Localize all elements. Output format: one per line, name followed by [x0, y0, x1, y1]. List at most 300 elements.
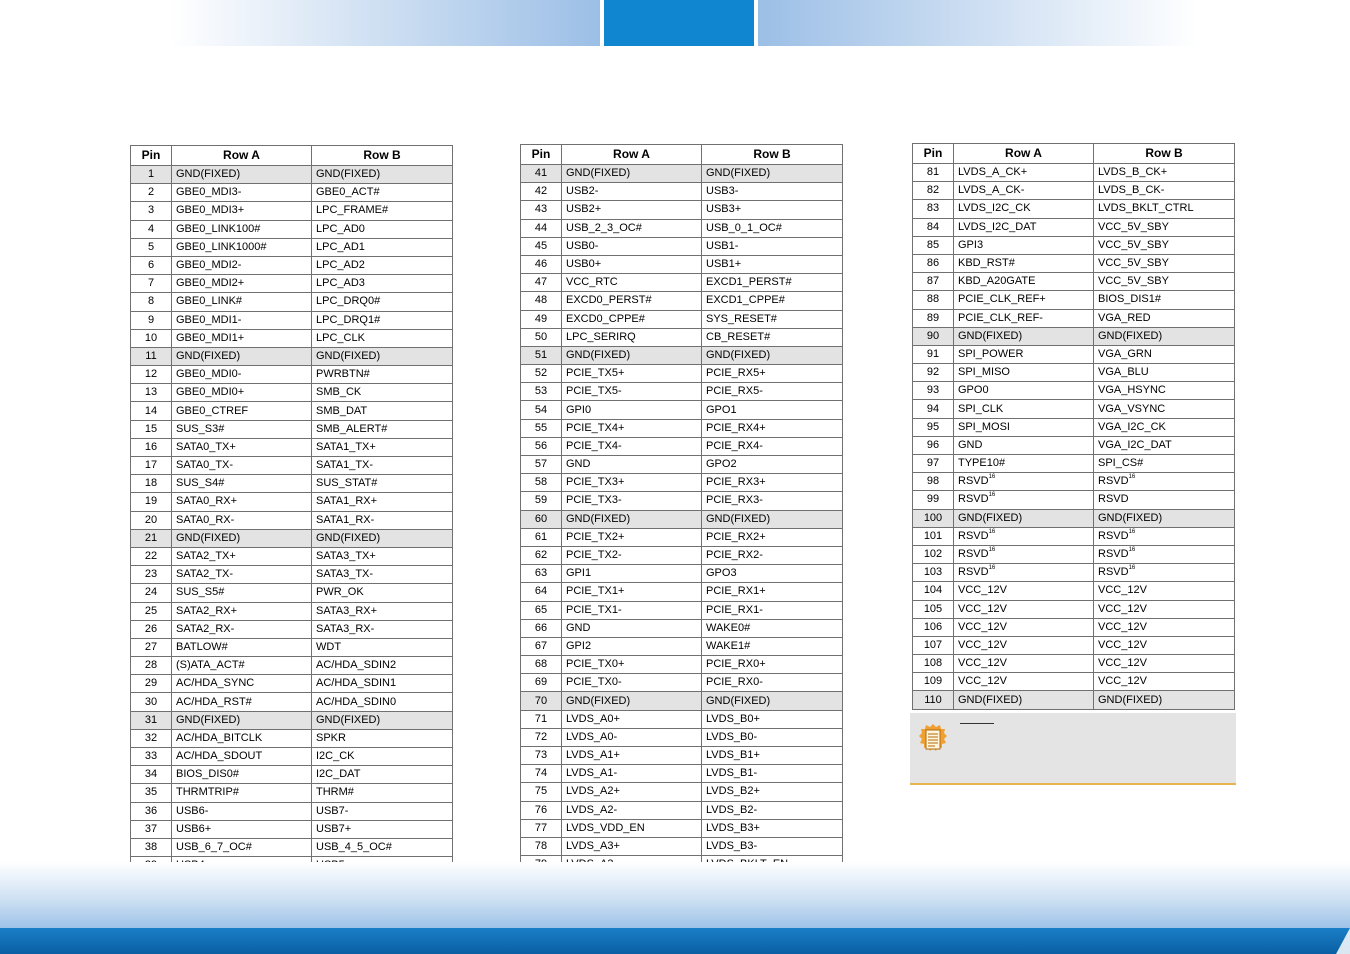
pin-number: 58 — [521, 474, 562, 492]
row-b-signal: LPC_CLK — [312, 329, 453, 347]
col-pin: Pin — [521, 145, 562, 165]
col-row-a: Row A — [562, 145, 702, 165]
row-a-signal: GND(FIXED) — [172, 529, 312, 547]
pin-number: 78 — [521, 837, 562, 855]
row-a-signal: AC/HDA_SYNC — [172, 675, 312, 693]
row-b-signal: WAKE1# — [702, 637, 843, 655]
pin-number: 61 — [521, 528, 562, 546]
row-a-signal: GND(FIXED) — [172, 711, 312, 729]
row-b-signal: GND(FIXED) — [312, 711, 453, 729]
row-b-signal: LPC_DRQ1# — [312, 311, 453, 329]
table-row — [913, 527, 1235, 545]
pin-number: 19 — [131, 493, 172, 511]
row-b-signal: RSVD — [1094, 491, 1235, 509]
row-a-signal: BATLOW# — [172, 638, 312, 656]
table-row — [521, 365, 843, 383]
table-row — [913, 382, 1235, 400]
pin-number: 62 — [521, 546, 562, 564]
pin-number: 87 — [913, 273, 954, 291]
pin-number: 29 — [131, 675, 172, 693]
row-a-signal: GBE0_MDI1+ — [172, 329, 312, 347]
table-row — [521, 346, 843, 364]
table-row — [131, 293, 453, 311]
table-row — [131, 838, 453, 856]
row-b-signal: LPC_AD2 — [312, 256, 453, 274]
pin-number: 99 — [913, 491, 954, 509]
pin-number: 108 — [913, 655, 954, 673]
row-a-signal: GND(FIXED) — [172, 166, 312, 184]
table-row — [521, 474, 843, 492]
pin-number: 96 — [913, 436, 954, 454]
row-a-signal: USB_2_3_OC# — [562, 219, 702, 237]
table-row — [913, 164, 1235, 182]
table-row — [913, 636, 1235, 654]
row-a-signal: LVDS_A2+ — [562, 783, 702, 801]
row-b-signal: PCIE_RX5- — [702, 383, 843, 401]
pin-number: 110 — [913, 691, 954, 709]
pin-number: 66 — [521, 619, 562, 637]
table-row — [131, 566, 453, 584]
table-row — [913, 364, 1235, 382]
row-a-signal: (S)ATA_ACT# — [172, 657, 312, 675]
row-a-signal: AC/HDA_SDOUT — [172, 748, 312, 766]
pin-number: 92 — [913, 364, 954, 382]
row-b-signal: PCIE_RX4+ — [702, 419, 843, 437]
col-row-b: Row B — [1094, 144, 1235, 164]
row-b-signal: GND(FIXED) — [702, 510, 843, 528]
row-a-signal: PCIE_TX2+ — [562, 528, 702, 546]
table-row — [521, 747, 843, 765]
table-row — [521, 165, 843, 183]
pin-number: 37 — [131, 820, 172, 838]
pin-number: 23 — [131, 566, 172, 584]
row-b-signal: BIOS_DIS1# — [1094, 291, 1235, 309]
pin-number: 49 — [521, 310, 562, 328]
table-row — [913, 236, 1235, 254]
row-a-signal: USB0+ — [562, 255, 702, 273]
row-a-signal: GBE0_MDI0+ — [172, 384, 312, 402]
row-b-signal: AC/HDA_SDIN1 — [312, 675, 453, 693]
pin-number: 21 — [131, 529, 172, 547]
pin-number: 12 — [131, 366, 172, 384]
row-a-signal: USB2+ — [562, 201, 702, 219]
row-b-signal: SATA3_RX- — [312, 620, 453, 638]
row-b-signal: SMB_ALERT# — [312, 420, 453, 438]
footer-bar — [0, 928, 1350, 954]
table-row — [521, 801, 843, 819]
row-b-signal: USB_4_5_OC# — [312, 838, 453, 856]
row-b-signal: GPO1 — [702, 401, 843, 419]
row-a-signal: GPI0 — [562, 401, 702, 419]
table-row — [913, 545, 1235, 563]
table-row — [521, 728, 843, 746]
row-b-signal: PCIE_RX3- — [702, 492, 843, 510]
table-row — [131, 748, 453, 766]
table-row — [913, 254, 1235, 272]
row-a-signal: SPI_CLK — [954, 400, 1094, 418]
row-a-signal: LVDS_A1- — [562, 765, 702, 783]
pin-number: 97 — [913, 455, 954, 473]
pin-table-2 — [520, 144, 843, 893]
row-a-signal: USB6+ — [172, 820, 312, 838]
row-a-signal: SPI_MISO — [954, 364, 1094, 382]
row-a-signal: GBE0_MDI1- — [172, 311, 312, 329]
row-b-signal: SATA3_RX+ — [312, 602, 453, 620]
pin-number: 38 — [131, 838, 172, 856]
pin-number: 102 — [913, 545, 954, 563]
row-b-signal: GPO3 — [702, 565, 843, 583]
table-row — [131, 329, 453, 347]
row-b-signal: VCC_12V — [1094, 655, 1235, 673]
row-a-signal: SUS_S3# — [172, 420, 312, 438]
table-row — [131, 675, 453, 693]
row-b-signal: USB3- — [702, 183, 843, 201]
pin-number: 65 — [521, 601, 562, 619]
pin-number: 35 — [131, 784, 172, 802]
row-b-signal: GND(FIXED) — [702, 165, 843, 183]
row-a-signal: USB2- — [562, 183, 702, 201]
table-row — [521, 383, 843, 401]
row-b-signal: SMB_CK — [312, 384, 453, 402]
row-a-signal: GBE0_MDI3+ — [172, 202, 312, 220]
row-b-signal: PCIE_RX2+ — [702, 528, 843, 546]
pin-number: 30 — [131, 693, 172, 711]
table-row — [131, 511, 453, 529]
row-b-signal: LVDS_B0+ — [702, 710, 843, 728]
row-a-signal: RSVD$^{16}$ — [954, 545, 1094, 563]
row-a-signal: VCC_12V — [954, 636, 1094, 654]
row-a-signal: THRMTRIP# — [172, 784, 312, 802]
table-row — [131, 347, 453, 365]
table-row — [913, 200, 1235, 218]
row-b-signal: PCIE_RX2- — [702, 546, 843, 564]
row-a-signal: PCIE_TX4- — [562, 437, 702, 455]
pin-number: 11 — [131, 347, 172, 365]
pin-number: 93 — [913, 382, 954, 400]
table-row — [131, 638, 453, 656]
row-b-signal: GND(FIXED) — [702, 692, 843, 710]
table-row — [131, 384, 453, 402]
table-row — [131, 202, 453, 220]
row-b-signal: LPC_DRQ0# — [312, 293, 453, 311]
row-a-signal: GND(FIXED) — [954, 327, 1094, 345]
row-b-signal: EXCD1_CPPE# — [702, 292, 843, 310]
row-a-signal: PCIE_TX2- — [562, 546, 702, 564]
row-b-signal: VCC_12V — [1094, 636, 1235, 654]
row-a-signal: GBE0_MDI2+ — [172, 275, 312, 293]
row-b-signal: LVDS_B2- — [702, 801, 843, 819]
row-b-signal: GND(FIXED) — [1094, 509, 1235, 527]
pin-number: 106 — [913, 618, 954, 636]
row-b-signal: RSVD$^{16}$ — [1094, 545, 1235, 563]
pin-number: 43 — [521, 201, 562, 219]
note-title — [960, 723, 994, 724]
row-b-signal: VCC_12V — [1094, 618, 1235, 636]
pin-number: 64 — [521, 583, 562, 601]
row-a-signal: SATA0_RX+ — [172, 493, 312, 511]
pin-number: 32 — [131, 729, 172, 747]
row-b-signal: AC/HDA_SDIN2 — [312, 657, 453, 675]
row-b-signal: USB_0_1_OC# — [702, 219, 843, 237]
pin-number: 13 — [131, 384, 172, 402]
table-row — [913, 436, 1235, 454]
table-row — [131, 729, 453, 747]
row-b-signal: RSVD$^{16}$ — [1094, 473, 1235, 491]
table-header — [131, 146, 453, 166]
pin-number: 95 — [913, 418, 954, 436]
row-b-signal: WAKE0# — [702, 619, 843, 637]
row-b-signal: SATA3_TX- — [312, 566, 453, 584]
footnote-marker: 16 — [1128, 474, 1136, 481]
table-row — [913, 182, 1235, 200]
row-a-signal: SUS_S4# — [172, 475, 312, 493]
pin-number: 48 — [521, 292, 562, 310]
pin-number: 89 — [913, 309, 954, 327]
table-row — [913, 400, 1235, 418]
pin-number: 55 — [521, 419, 562, 437]
row-a-signal: GND(FIXED) — [954, 509, 1094, 527]
footnote-marker: 16 — [988, 474, 996, 481]
row-a-signal: LVDS_A0+ — [562, 710, 702, 728]
pin-number: 14 — [131, 402, 172, 420]
table-row — [521, 183, 843, 201]
table-row — [521, 783, 843, 801]
table-row — [913, 418, 1235, 436]
row-b-signal: SATA1_RX+ — [312, 493, 453, 511]
row-a-signal: LVDS_A1+ — [562, 747, 702, 765]
table-row — [521, 310, 843, 328]
row-a-signal: LVDS_A_CK+ — [954, 164, 1094, 182]
pin-table-1 — [130, 145, 453, 894]
row-b-signal: PWR_OK — [312, 584, 453, 602]
pin-number: 59 — [521, 492, 562, 510]
table-row — [913, 291, 1235, 309]
pin-number: 52 — [521, 365, 562, 383]
table-row — [521, 492, 843, 510]
table-row — [131, 438, 453, 456]
row-b-signal: VGA_I2C_CK — [1094, 418, 1235, 436]
table-row — [521, 274, 843, 292]
row-b-signal: PWRBTN# — [312, 366, 453, 384]
row-b-signal: EXCD1_PERST# — [702, 274, 843, 292]
row-a-signal: GPI3 — [954, 236, 1094, 254]
table-row — [131, 166, 453, 184]
table-row — [131, 820, 453, 838]
pin-number: 8 — [131, 293, 172, 311]
table-row — [131, 493, 453, 511]
row-b-signal: VGA_BLU — [1094, 364, 1235, 382]
pin-number: 75 — [521, 783, 562, 801]
row-a-signal: SATA2_TX+ — [172, 547, 312, 565]
table-row — [131, 802, 453, 820]
row-a-signal: LVDS_I2C_DAT — [954, 218, 1094, 236]
row-b-signal: LPC_AD0 — [312, 220, 453, 238]
row-a-signal: VCC_12V — [954, 655, 1094, 673]
row-b-signal: SPI_CS# — [1094, 455, 1235, 473]
table-row — [521, 601, 843, 619]
row-b-signal: LVDS_B1+ — [702, 747, 843, 765]
pin-number: 103 — [913, 564, 954, 582]
table-row — [521, 710, 843, 728]
pin-number: 15 — [131, 420, 172, 438]
col-row-a: Row A — [172, 146, 312, 166]
table-header — [913, 144, 1235, 164]
row-b-signal: VGA_HSYNC — [1094, 382, 1235, 400]
table-row — [521, 292, 843, 310]
row-a-signal: VCC_12V — [954, 582, 1094, 600]
pin-number: 53 — [521, 383, 562, 401]
table-row — [131, 475, 453, 493]
pin-number: 101 — [913, 527, 954, 545]
row-b-signal: GND(FIXED) — [1094, 691, 1235, 709]
pin-number: 27 — [131, 638, 172, 656]
row-a-signal: LVDS_A_CK- — [954, 182, 1094, 200]
pin-number: 31 — [131, 711, 172, 729]
row-a-signal: GPI1 — [562, 565, 702, 583]
row-a-signal: PCIE_TX5+ — [562, 365, 702, 383]
pin-number: 16 — [131, 438, 172, 456]
table-row — [131, 366, 453, 384]
row-a-signal: LVDS_A3+ — [562, 837, 702, 855]
row-b-signal: USB1- — [702, 237, 843, 255]
col-row-a: Row A — [954, 144, 1094, 164]
pin-number: 88 — [913, 291, 954, 309]
pin-number: 25 — [131, 602, 172, 620]
row-b-signal: VCC_5V_SBY — [1094, 218, 1235, 236]
header-band-right — [758, 0, 1198, 46]
pin-number: 41 — [521, 165, 562, 183]
pin-number: 47 — [521, 274, 562, 292]
row-b-signal: PCIE_RX0+ — [702, 656, 843, 674]
row-b-signal: VGA_RED — [1094, 309, 1235, 327]
row-a-signal: RSVD$^{16}$ — [954, 491, 1094, 509]
row-b-signal: RSVD$^{16}$ — [1094, 527, 1235, 545]
row-a-signal: USB0- — [562, 237, 702, 255]
row-a-signal: VCC_12V — [954, 673, 1094, 691]
pin-number: 67 — [521, 637, 562, 655]
pin-number: 1 — [131, 166, 172, 184]
pin-number: 51 — [521, 346, 562, 364]
row-b-signal: I2C_DAT — [312, 766, 453, 784]
table-row — [521, 419, 843, 437]
col-row-b: Row B — [312, 146, 453, 166]
table-row — [521, 255, 843, 273]
row-a-signal: SPI_POWER — [954, 345, 1094, 363]
pin-number: 94 — [913, 400, 954, 418]
row-b-signal: SATA3_TX+ — [312, 547, 453, 565]
row-a-signal: GPO0 — [954, 382, 1094, 400]
row-b-signal: SATA1_RX- — [312, 511, 453, 529]
row-b-signal: CB_RESET# — [702, 328, 843, 346]
row-a-signal: LPC_SERIRQ — [562, 328, 702, 346]
row-a-signal: PCIE_CLK_REF+ — [954, 291, 1094, 309]
row-a-signal: GBE0_MDI0- — [172, 366, 312, 384]
row-b-signal: LPC_FRAME# — [312, 202, 453, 220]
table-row — [913, 582, 1235, 600]
note-pad-icon — [918, 723, 948, 757]
row-a-signal: KBD_A20GATE — [954, 273, 1094, 291]
pin-number: 90 — [913, 327, 954, 345]
col-row-b: Row B — [702, 145, 843, 165]
row-b-signal: GND(FIXED) — [312, 166, 453, 184]
pin-number: 9 — [131, 311, 172, 329]
row-a-signal: LVDS_I2C_CK — [954, 200, 1094, 218]
pin-number: 77 — [521, 819, 562, 837]
pin-number: 83 — [913, 200, 954, 218]
pin-number: 33 — [131, 748, 172, 766]
row-a-signal: SPI_MOSI — [954, 418, 1094, 436]
table-row — [521, 619, 843, 637]
row-b-signal: VCC_5V_SBY — [1094, 254, 1235, 272]
footnote-marker: 16 — [988, 492, 996, 499]
pin-number: 50 — [521, 328, 562, 346]
row-b-signal: GND(FIXED) — [312, 529, 453, 547]
table-row — [131, 620, 453, 638]
pin-number: 24 — [131, 584, 172, 602]
header-tab — [604, 0, 754, 46]
row-b-signal: PCIE_RX3+ — [702, 474, 843, 492]
table-row — [521, 237, 843, 255]
row-b-signal: LVDS_B1- — [702, 765, 843, 783]
row-a-signal: GND(FIXED) — [562, 165, 702, 183]
row-b-signal: PCIE_RX1+ — [702, 583, 843, 601]
row-a-signal: AC/HDA_BITCLK — [172, 729, 312, 747]
table-row — [521, 328, 843, 346]
row-a-signal: PCIE_TX4+ — [562, 419, 702, 437]
row-a-signal: USB_6_7_OC# — [172, 838, 312, 856]
row-a-signal: GBE0_MDI3- — [172, 184, 312, 202]
row-b-signal: VCC_12V — [1094, 582, 1235, 600]
pin-number: 2 — [131, 184, 172, 202]
pin-number: 98 — [913, 473, 954, 491]
table-row — [131, 220, 453, 238]
table-row — [131, 402, 453, 420]
pin-number: 73 — [521, 747, 562, 765]
header-band-left — [170, 0, 600, 46]
table-header — [521, 145, 843, 165]
table-row — [913, 509, 1235, 527]
row-a-signal: PCIE_TX5- — [562, 383, 702, 401]
table-row — [913, 218, 1235, 236]
table-row — [521, 674, 843, 692]
row-b-signal: USB7+ — [312, 820, 453, 838]
row-b-signal: VGA_GRN — [1094, 345, 1235, 363]
table-row — [131, 547, 453, 565]
row-b-signal: SMB_DAT — [312, 402, 453, 420]
pin-number: 82 — [913, 182, 954, 200]
pin-number: 17 — [131, 457, 172, 475]
row-b-signal: THRM# — [312, 784, 453, 802]
table-row — [131, 238, 453, 256]
pin-number: 63 — [521, 565, 562, 583]
pin-number: 20 — [131, 511, 172, 529]
row-b-signal: GND(FIXED) — [312, 347, 453, 365]
pin-number: 3 — [131, 202, 172, 220]
pin-table-3 — [912, 143, 1235, 710]
footnote-marker: 16 — [1128, 565, 1136, 572]
table-row — [131, 711, 453, 729]
row-b-signal: SATA1_TX- — [312, 457, 453, 475]
row-b-signal: PCIE_RX5+ — [702, 365, 843, 383]
pin-number: 104 — [913, 582, 954, 600]
row-a-signal: GBE0_LINK1000# — [172, 238, 312, 256]
row-b-signal: I2C_CK — [312, 748, 453, 766]
pin-number: 105 — [913, 600, 954, 618]
pin-number: 109 — [913, 673, 954, 691]
row-a-signal: PCIE_TX0- — [562, 674, 702, 692]
row-b-signal: LPC_AD3 — [312, 275, 453, 293]
row-a-signal: RSVD$^{16}$ — [954, 564, 1094, 582]
